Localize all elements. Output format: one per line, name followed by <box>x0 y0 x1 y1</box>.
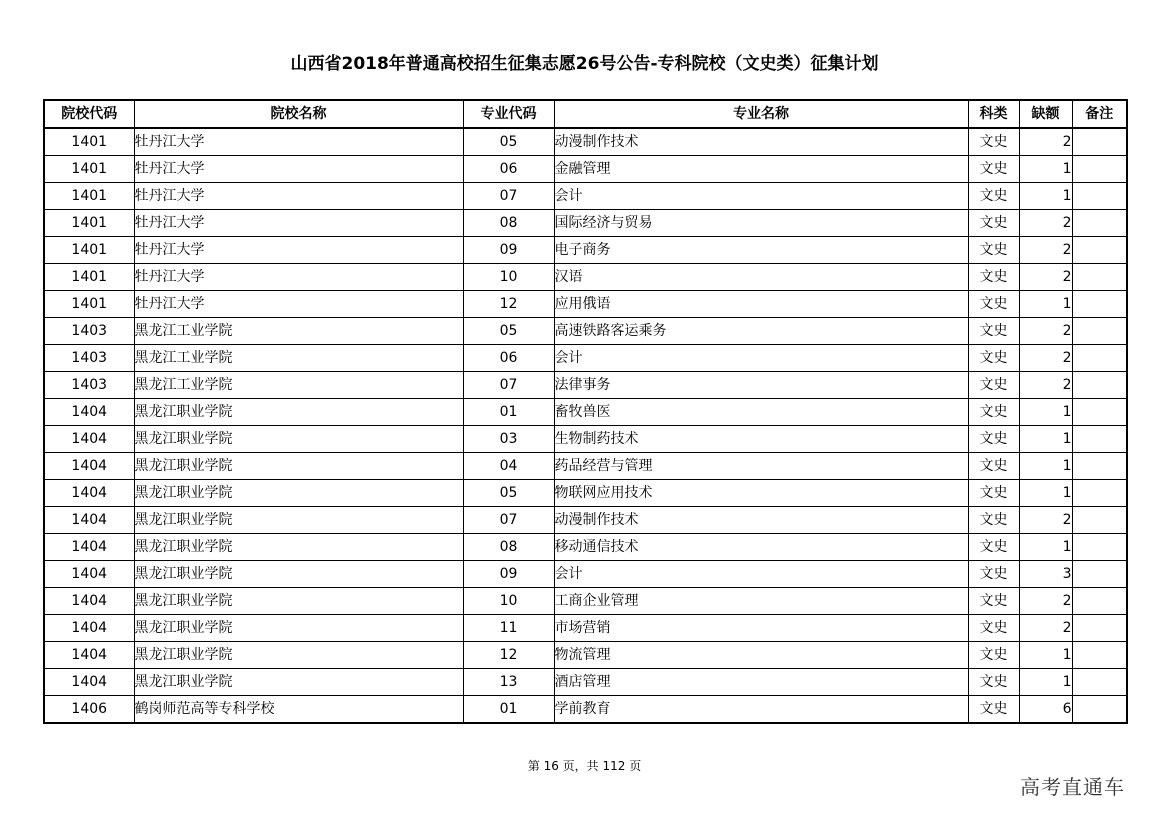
cell-school-code: 1401 <box>44 156 134 183</box>
header-school-code: 院校代码 <box>44 100 134 128</box>
table-row <box>44 399 1127 426</box>
header-major-code: 专业代码 <box>463 100 554 128</box>
header-category: 科类 <box>968 100 1019 128</box>
cell-major-name: 应用俄语 <box>554 291 968 318</box>
cell-major-name: 市场营销 <box>554 615 968 642</box>
cell-major-code: 13 <box>463 669 554 696</box>
table-row <box>44 237 1127 264</box>
cell-category: 文史 <box>968 696 1019 724</box>
cell-vacancy: 1 <box>1019 642 1072 669</box>
table-row <box>44 534 1127 561</box>
cell-category: 文史 <box>968 291 1019 318</box>
table-row <box>44 426 1127 453</box>
cell-major-code: 05 <box>463 480 554 507</box>
cell-school-name: 黑龙江职业学院 <box>134 615 463 642</box>
cell-major-name: 动漫制作技术 <box>554 128 968 156</box>
cell-school-name: 牡丹江大学 <box>134 210 463 237</box>
cell-school-code: 1404 <box>44 480 134 507</box>
cell-school-code: 1404 <box>44 669 134 696</box>
cell-school-name: 黑龙江职业学院 <box>134 426 463 453</box>
cell-school-name: 牡丹江大学 <box>134 128 463 156</box>
cell-school-code: 1401 <box>44 291 134 318</box>
cell-major-code: 08 <box>463 534 554 561</box>
cell-vacancy: 1 <box>1019 669 1072 696</box>
cell-category: 文史 <box>968 615 1019 642</box>
table-row <box>44 453 1127 480</box>
cell-note <box>1072 291 1127 318</box>
cell-major-code: 07 <box>463 507 554 534</box>
cell-note <box>1072 696 1127 724</box>
cell-major-code: 04 <box>463 453 554 480</box>
cell-major-code: 12 <box>463 291 554 318</box>
cell-note <box>1072 210 1127 237</box>
cell-major-name: 生物制药技术 <box>554 426 968 453</box>
cell-major-code: 03 <box>463 426 554 453</box>
cell-major-name: 酒店管理 <box>554 669 968 696</box>
cell-major-code: 10 <box>463 264 554 291</box>
cell-vacancy: 2 <box>1019 615 1072 642</box>
table-row <box>44 480 1127 507</box>
cell-school-code: 1404 <box>44 399 134 426</box>
table-row <box>44 345 1127 372</box>
cell-vacancy: 2 <box>1019 318 1072 345</box>
cell-major-code: 10 <box>463 588 554 615</box>
cell-school-code: 1403 <box>44 345 134 372</box>
cell-category: 文史 <box>968 210 1019 237</box>
cell-vacancy: 2 <box>1019 210 1072 237</box>
cell-vacancy: 1 <box>1019 480 1072 507</box>
cell-school-code: 1406 <box>44 696 134 724</box>
cell-category: 文史 <box>968 318 1019 345</box>
cell-school-name: 牡丹江大学 <box>134 183 463 210</box>
cell-school-code: 1404 <box>44 534 134 561</box>
cell-major-code: 11 <box>463 615 554 642</box>
cell-major-name: 高速铁路客运乘务 <box>554 318 968 345</box>
table-row <box>44 372 1127 399</box>
cell-note <box>1072 264 1127 291</box>
cell-note <box>1072 237 1127 264</box>
cell-vacancy: 3 <box>1019 561 1072 588</box>
header-school-name: 院校名称 <box>134 100 463 128</box>
cell-major-code: 06 <box>463 156 554 183</box>
cell-note <box>1072 426 1127 453</box>
cell-major-name: 动漫制作技术 <box>554 507 968 534</box>
cell-major-name: 物流管理 <box>554 642 968 669</box>
cell-school-code: 1404 <box>44 426 134 453</box>
cell-vacancy: 2 <box>1019 372 1072 399</box>
cell-major-name: 会计 <box>554 345 968 372</box>
cell-school-name: 黑龙江职业学院 <box>134 588 463 615</box>
cell-major-name: 畜牧兽医 <box>554 399 968 426</box>
cell-note <box>1072 372 1127 399</box>
cell-note <box>1072 615 1127 642</box>
cell-school-code: 1404 <box>44 588 134 615</box>
table-row <box>44 696 1127 724</box>
watermark-text: 高考直通车 <box>1020 775 1125 799</box>
cell-major-code: 06 <box>463 345 554 372</box>
cell-major-name: 学前教育 <box>554 696 968 724</box>
cell-vacancy: 2 <box>1019 588 1072 615</box>
cell-category: 文史 <box>968 237 1019 264</box>
table-row <box>44 561 1127 588</box>
cell-school-name: 黑龙江工业学院 <box>134 345 463 372</box>
cell-major-name: 国际经济与贸易 <box>554 210 968 237</box>
cell-school-name: 黑龙江职业学院 <box>134 534 463 561</box>
cell-major-code: 05 <box>463 128 554 156</box>
cell-category: 文史 <box>968 426 1019 453</box>
table-row <box>44 128 1127 156</box>
cell-school-code: 1403 <box>44 372 134 399</box>
cell-major-name: 会计 <box>554 561 968 588</box>
cell-category: 文史 <box>968 642 1019 669</box>
cell-note <box>1072 345 1127 372</box>
cell-category: 文史 <box>968 264 1019 291</box>
cell-major-code: 05 <box>463 318 554 345</box>
cell-category: 文史 <box>968 534 1019 561</box>
cell-school-name: 黑龙江工业学院 <box>134 318 463 345</box>
table-row <box>44 183 1127 210</box>
cell-major-name: 工商企业管理 <box>554 588 968 615</box>
table-row <box>44 264 1127 291</box>
cell-category: 文史 <box>968 588 1019 615</box>
cell-school-code: 1404 <box>44 453 134 480</box>
cell-category: 文史 <box>968 507 1019 534</box>
cell-vacancy: 1 <box>1019 534 1072 561</box>
cell-major-name: 法律事务 <box>554 372 968 399</box>
cell-category: 文史 <box>968 183 1019 210</box>
cell-vacancy: 2 <box>1019 128 1072 156</box>
table-row <box>44 318 1127 345</box>
table-body <box>44 128 1127 723</box>
cell-school-name: 黑龙江职业学院 <box>134 669 463 696</box>
cell-school-code: 1401 <box>44 237 134 264</box>
cell-school-name: 牡丹江大学 <box>134 156 463 183</box>
table-header-row <box>44 100 1127 128</box>
table-row <box>44 588 1127 615</box>
table-row <box>44 291 1127 318</box>
cell-major-code: 07 <box>463 183 554 210</box>
cell-vacancy: 2 <box>1019 264 1072 291</box>
table-row <box>44 642 1127 669</box>
cell-school-code: 1404 <box>44 507 134 534</box>
cell-major-code: 09 <box>463 237 554 264</box>
cell-major-code: 12 <box>463 642 554 669</box>
cell-school-code: 1404 <box>44 615 134 642</box>
cell-note <box>1072 642 1127 669</box>
table-row <box>44 507 1127 534</box>
cell-vacancy: 1 <box>1019 399 1072 426</box>
cell-category: 文史 <box>968 156 1019 183</box>
cell-school-name: 黑龙江职业学院 <box>134 507 463 534</box>
cell-school-code: 1401 <box>44 264 134 291</box>
cell-school-code: 1403 <box>44 318 134 345</box>
cell-vacancy: 1 <box>1019 426 1072 453</box>
cell-school-name: 黑龙江职业学院 <box>134 399 463 426</box>
cell-school-code: 1401 <box>44 128 134 156</box>
cell-category: 文史 <box>968 128 1019 156</box>
cell-note <box>1072 480 1127 507</box>
cell-major-code: 01 <box>463 696 554 724</box>
cell-major-code: 09 <box>463 561 554 588</box>
cell-major-code: 01 <box>463 399 554 426</box>
cell-school-name: 黑龙江职业学院 <box>134 561 463 588</box>
cell-major-name: 会计 <box>554 183 968 210</box>
cell-major-name: 物联网应用技术 <box>554 480 968 507</box>
cell-major-name: 电子商务 <box>554 237 968 264</box>
cell-vacancy: 1 <box>1019 156 1072 183</box>
cell-category: 文史 <box>968 561 1019 588</box>
cell-category: 文史 <box>968 669 1019 696</box>
cell-vacancy: 2 <box>1019 237 1072 264</box>
cell-school-name: 牡丹江大学 <box>134 291 463 318</box>
cell-vacancy: 6 <box>1019 696 1072 724</box>
cell-vacancy: 1 <box>1019 183 1072 210</box>
cell-note <box>1072 534 1127 561</box>
cell-major-name: 药品经营与管理 <box>554 453 968 480</box>
page-number: 第 16 页，共 112 页 <box>527 759 642 773</box>
cell-note <box>1072 507 1127 534</box>
cell-note <box>1072 318 1127 345</box>
cell-note <box>1072 588 1127 615</box>
table-row <box>44 615 1127 642</box>
cell-major-name: 汉语 <box>554 264 968 291</box>
document-title: 山西省2018年普通高校招生征集志愿26号公告-专科院校（文史类）征集计划 <box>290 54 879 74</box>
header-note: 备注 <box>1072 100 1127 128</box>
cell-vacancy: 2 <box>1019 345 1072 372</box>
table-row <box>44 156 1127 183</box>
cell-vacancy: 2 <box>1019 507 1072 534</box>
cell-note <box>1072 669 1127 696</box>
cell-category: 文史 <box>968 453 1019 480</box>
cell-school-code: 1404 <box>44 642 134 669</box>
cell-category: 文史 <box>968 345 1019 372</box>
cell-category: 文史 <box>968 399 1019 426</box>
enrollment-plan-table <box>43 99 1128 724</box>
cell-vacancy: 1 <box>1019 453 1072 480</box>
cell-school-name: 黑龙江职业学院 <box>134 480 463 507</box>
cell-school-name: 黑龙江职业学院 <box>134 642 463 669</box>
cell-major-name: 金融管理 <box>554 156 968 183</box>
cell-note <box>1072 156 1127 183</box>
cell-note <box>1072 183 1127 210</box>
table-row <box>44 210 1127 237</box>
cell-school-name: 黑龙江职业学院 <box>134 453 463 480</box>
cell-category: 文史 <box>968 480 1019 507</box>
cell-note <box>1072 453 1127 480</box>
table-row <box>44 669 1127 696</box>
cell-major-name: 移动通信技术 <box>554 534 968 561</box>
cell-major-code: 07 <box>463 372 554 399</box>
cell-school-name: 黑龙江工业学院 <box>134 372 463 399</box>
header-vacancy: 缺额 <box>1019 100 1072 128</box>
cell-note <box>1072 561 1127 588</box>
cell-school-code: 1404 <box>44 561 134 588</box>
header-major-name: 专业名称 <box>554 100 968 128</box>
cell-school-name: 鹤岗师范高等专科学校 <box>134 696 463 724</box>
cell-category: 文史 <box>968 372 1019 399</box>
cell-school-name: 牡丹江大学 <box>134 264 463 291</box>
cell-school-code: 1401 <box>44 210 134 237</box>
cell-school-code: 1401 <box>44 183 134 210</box>
cell-note <box>1072 399 1127 426</box>
cell-note <box>1072 128 1127 156</box>
cell-school-name: 牡丹江大学 <box>134 237 463 264</box>
cell-vacancy: 1 <box>1019 291 1072 318</box>
cell-major-code: 08 <box>463 210 554 237</box>
